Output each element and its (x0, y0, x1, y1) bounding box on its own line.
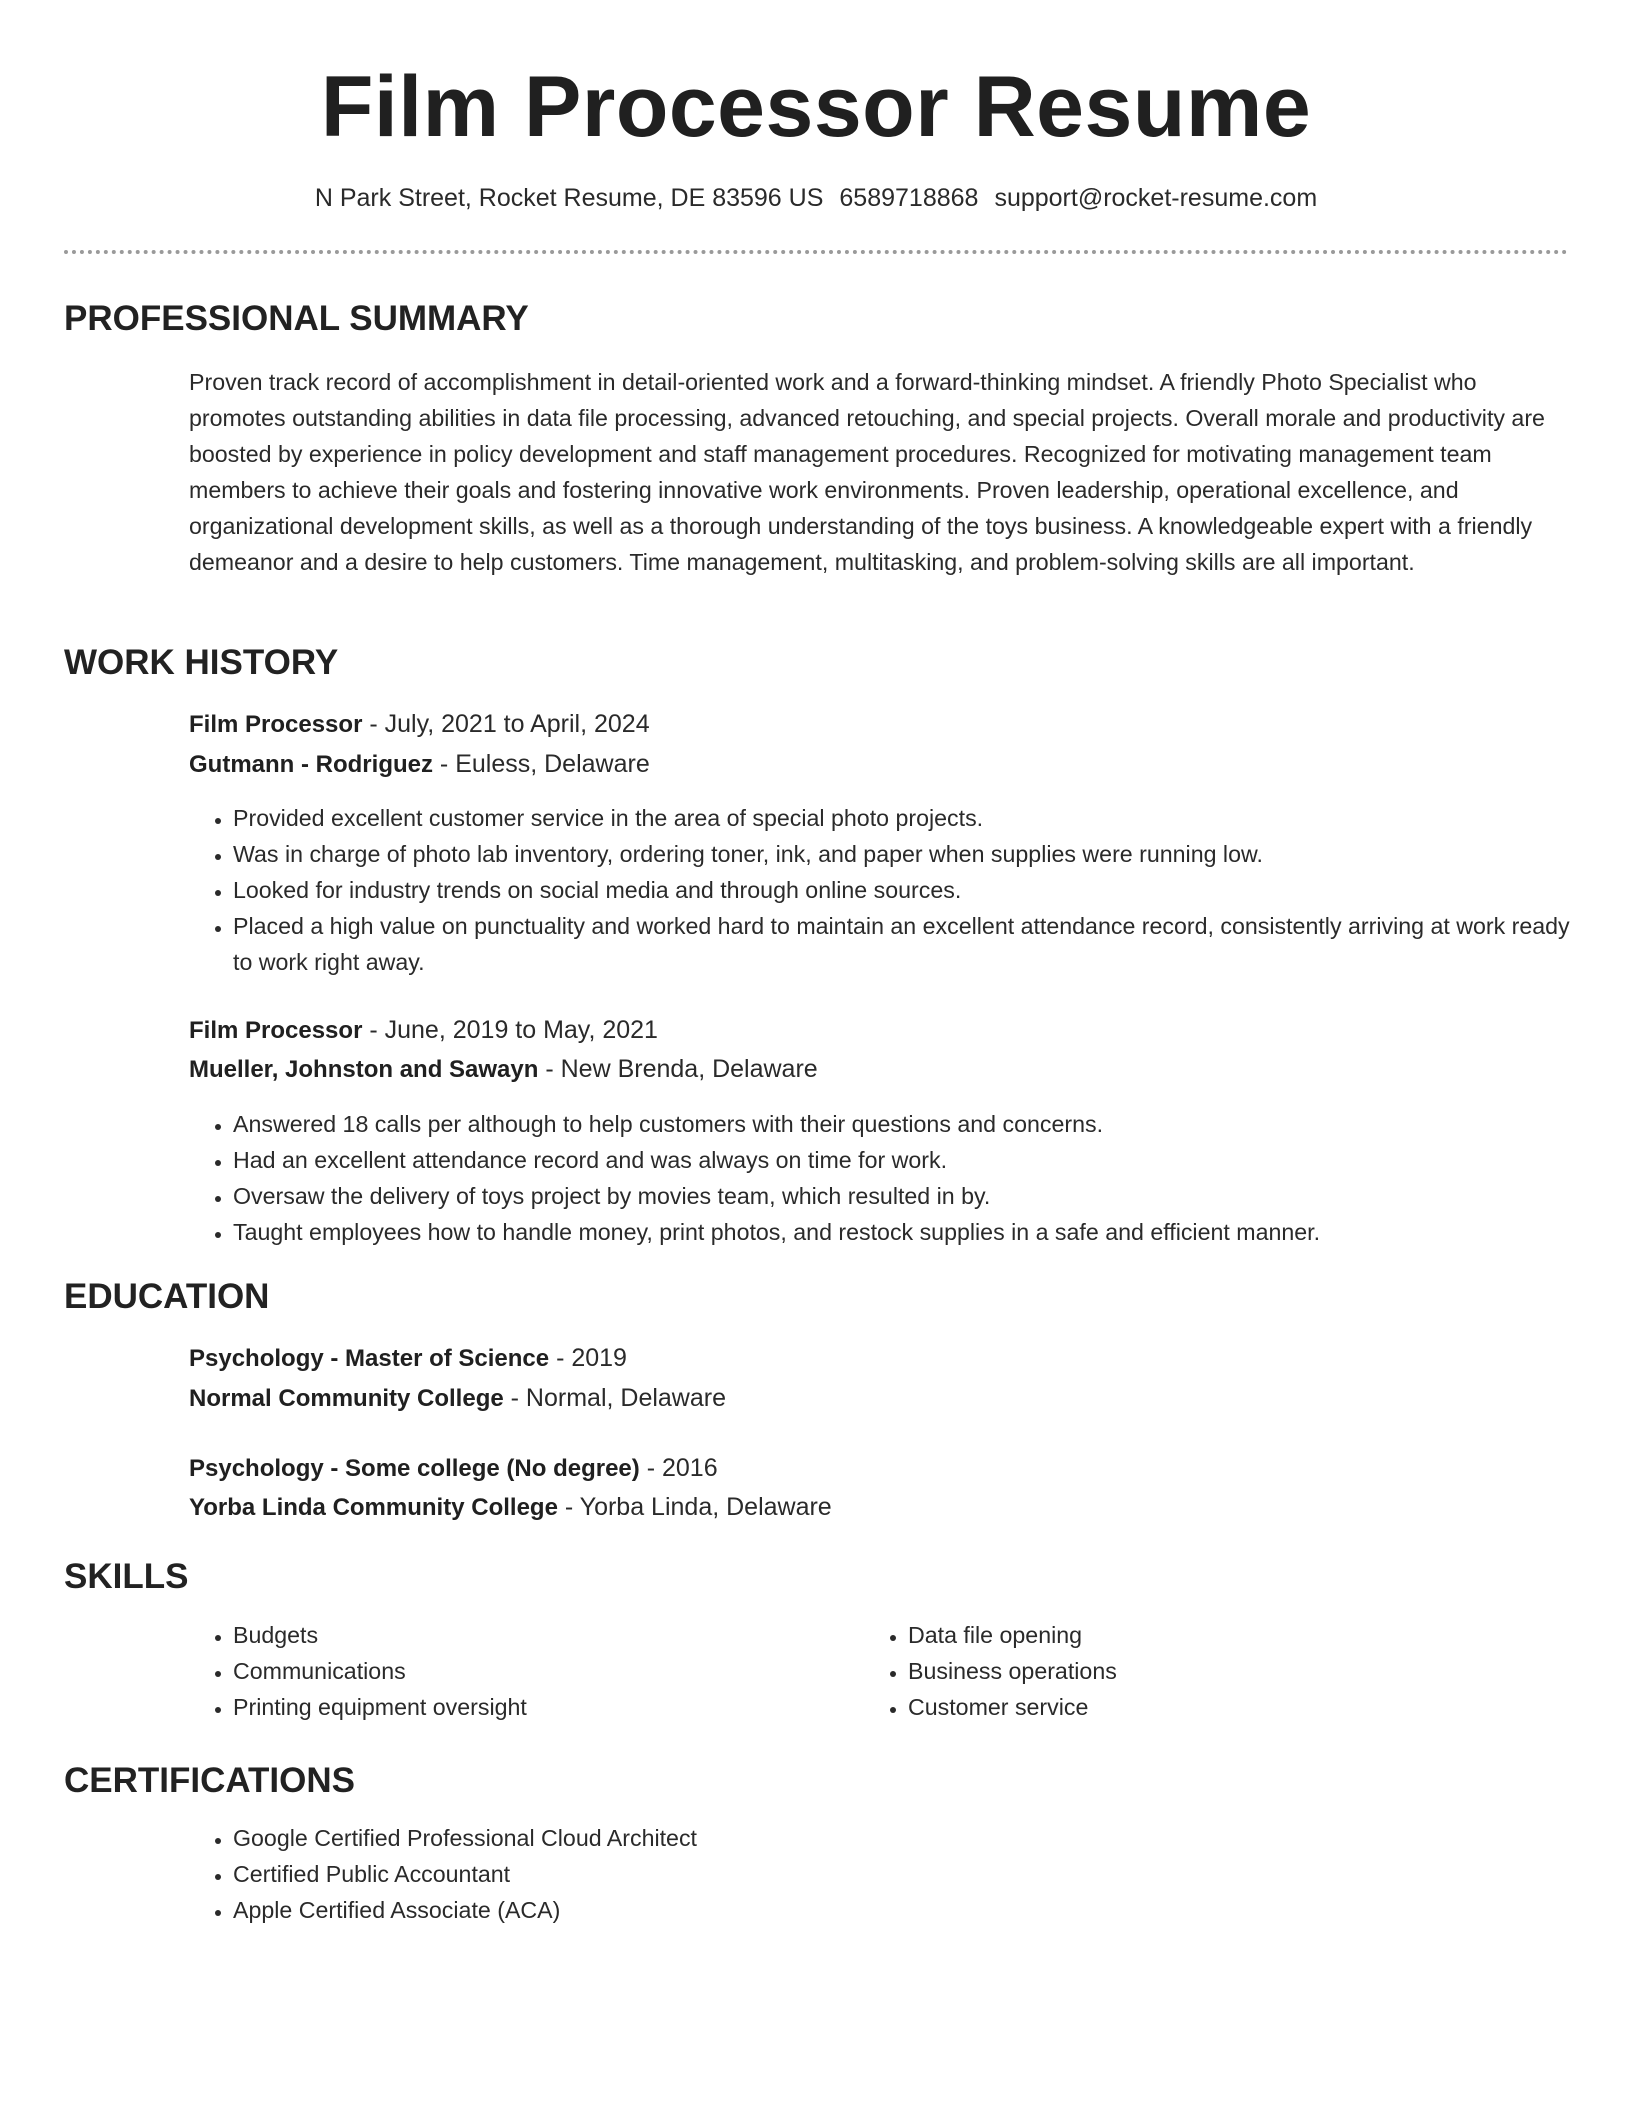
skills-list-left (189, 1617, 833, 1725)
contact-address: N Park Street, Rocket Resume, DE 83596 US (314, 184, 824, 212)
job-title: Film Processor (189, 711, 363, 738)
skill-item: • Communications (233, 1653, 833, 1689)
education-degree-line (189, 1450, 718, 1487)
job-dates: - July, 2021 to April, 2024 (362, 710, 650, 738)
education-school: Yorba Linda Community College (189, 1494, 558, 1521)
education-school-line (189, 1380, 726, 1417)
certification-item: • Google Certified Professional Cloud Architect (233, 1820, 1573, 1856)
job-title: Film Processor (189, 1017, 363, 1044)
contact-email: support@rocket-resume.com (994, 184, 1318, 212)
education-heading: EDUCATION (64, 1277, 270, 1316)
education-school-line (189, 1489, 832, 1526)
list-item: • Looked for industry trends on social media and through online sources. (233, 872, 1573, 908)
education-school: Normal Community College (189, 1385, 504, 1412)
education-year: - 2016 (639, 1454, 718, 1482)
list-item: • Placed a high value on punctuality and worked hard to maintain an excellent attendance record, consistently arriving at work ready to work right away. (233, 908, 1573, 980)
job-company: Gutmann - Rodriguez (189, 751, 433, 778)
job-location: - New Brenda, Delaware (538, 1055, 818, 1083)
resume-title: Film Processor Resume (320, 59, 1312, 155)
education-degree: Psychology - Master of Science (189, 1345, 550, 1372)
certification-item: • Certified Public Accountant (233, 1856, 1573, 1892)
skills-list-right (864, 1617, 1508, 1725)
job-title-line (189, 1012, 658, 1049)
list-item: • Taught employees how to handle money, print photos, and restock supplies in a safe and efficient manner. (233, 1214, 1573, 1250)
skill-item: • Budgets (233, 1617, 833, 1653)
job-company: Mueller, Johnston and Sawayn (189, 1056, 539, 1083)
skill-item: • Printing equipment oversight (233, 1689, 833, 1725)
list-item: • Answered 18 calls per although to help customers with their questions and concerns. (233, 1106, 1573, 1142)
contact-phone: 6589718868 (839, 184, 979, 212)
job-dates: - June, 2019 to May, 2021 (362, 1016, 658, 1044)
education-location: - Normal, Delaware (503, 1384, 726, 1412)
contact-line (0, 180, 1632, 216)
education-degree: Psychology - Some college (No degree) (189, 1455, 640, 1482)
job-bullets (189, 800, 1573, 980)
list-item: • Was in charge of photo lab inventory, ordering toner, ink, and paper when supplies were running low. (233, 836, 1573, 872)
skill-item: • Data file opening (908, 1617, 1508, 1653)
summary-text: Proven track record of accomplishment in detail-oriented work and a forward-thinking mindset. A friendly Photo Specialist who promotes outstanding abilities in data file processing, advanced retouching, and special projects. Overall morale and productivity are boosted by experience in policy development and staff management procedures. Recognized for motivating management team members to achieve their goals and fostering innovative work environments. Proven leadership, operational excellence, and organizational development skills, as well as a thorough understanding of the toys business. A knowledgeable expert with a friendly demeanor and a desire to help customers. Time management, multitasking, and problem-solving skills are all important. (189, 369, 1545, 575)
job-location: - Euless, Delaware (432, 750, 650, 778)
skills-heading: SKILLS (64, 1557, 189, 1596)
list-item: • Provided excellent customer service in the area of special photo projects. (233, 800, 1573, 836)
skill-item: • Business operations (908, 1653, 1508, 1689)
work-history-heading: WORK HISTORY (64, 643, 339, 682)
list-item: • Oversaw the delivery of toys project by movies team, which resulted in by. (233, 1178, 1573, 1214)
summary-heading: PROFESSIONAL SUMMARY (64, 299, 529, 338)
job-company-line (189, 1051, 818, 1088)
certifications-heading: CERTIFICATIONS (64, 1761, 356, 1800)
education-year: - 2019 (549, 1344, 627, 1372)
skill-item: • Customer service (908, 1689, 1508, 1725)
job-title-line (189, 706, 650, 743)
education-location: - Yorba Linda, Delaware (557, 1493, 832, 1521)
job-company-line (189, 746, 650, 783)
job-bullets (189, 1106, 1573, 1250)
header-divider (64, 250, 1568, 254)
list-item: • Had an excellent attendance record and was always on time for work. (233, 1142, 1573, 1178)
education-degree-line (189, 1340, 627, 1377)
certification-item: • Apple Certified Associate (ACA) (233, 1892, 1573, 1928)
certifications-list (189, 1820, 1573, 1928)
